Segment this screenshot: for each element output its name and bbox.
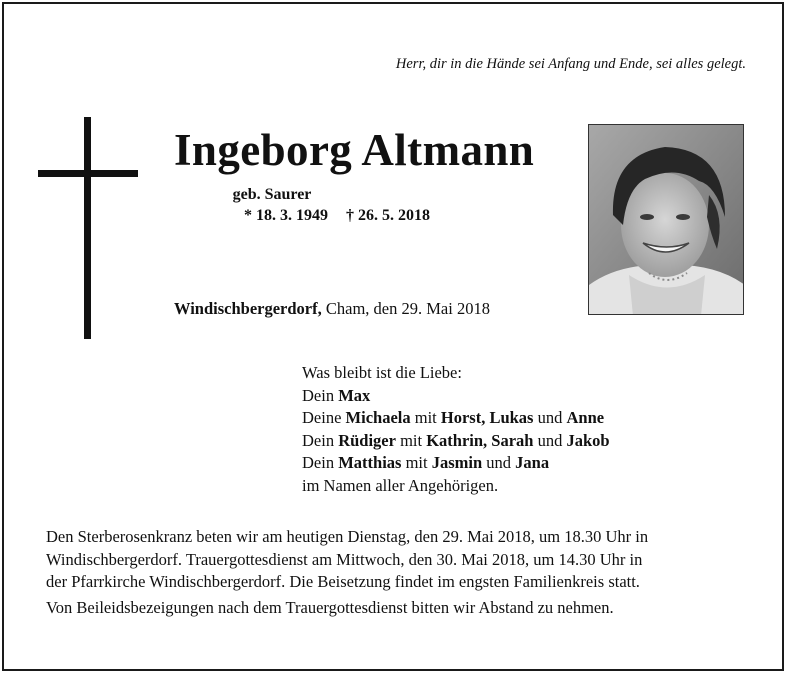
family-line-1 [302,385,610,408]
town-name: Windischbergerdorf, [174,299,322,318]
relative-name: Michaela [345,408,411,428]
text: Dein [302,453,339,473]
place-rest: Cham, den 29. Mai 2018 [321,299,490,318]
text: Deine [302,408,346,428]
relative-name: Horst, Lukas [440,408,534,428]
life-dates [244,207,430,225]
text: und [482,453,516,473]
relative-name: Rüdiger [338,430,396,450]
bible-verse: Herr, dir in die Hände sei Anfang und Ende, sei alles gelegt. [395,56,746,72]
notice-line-3: der Pfarrkirche Windischbergerdorf. Die Beisetzung findet im engsten Familienkreis statt. [46,572,640,592]
notice-line-2: Windischbergerdorf. Trauergottesdienst am Mittwoch, den 30. Mai 2018, um 14.30 Uhr in [46,549,643,569]
text: mit [401,453,432,473]
relative-name: Jakob [566,430,610,450]
cross-icon-bar [38,170,138,177]
family-line-3 [302,430,610,453]
family-line-4 [302,452,610,475]
birth-date: * 18. 3. 1949 [244,207,328,224]
notice-line-4: Von Beileidsbezeigungen nach dem Trauergottesdienst bitten wir Abstand zu nehmen. [46,597,614,617]
family-block [302,362,610,498]
text: und [533,408,567,428]
service-notice [46,526,756,619]
relative-name: Matthias [338,453,402,473]
text: und [533,430,567,450]
relative-name: Kathrin, Sarah [426,430,534,450]
family-line-2 [302,407,610,430]
text: Dein [302,430,339,450]
text: mit [395,430,427,450]
cross-icon [84,117,91,339]
family-intro: Was bleibt ist die Liebe: [302,363,462,382]
relative-name: Jana [515,453,550,473]
text: Dein [302,385,339,405]
portrait-image [589,125,744,315]
deceased-name: Ingeborg Altmann [174,125,535,175]
portrait-photo [588,124,744,315]
maiden-name: geb. Saurer [232,186,312,203]
text: mit [410,408,441,428]
place-date-line [174,299,490,319]
death-date: † 26. 5. 2018 [346,207,430,224]
notice-line-1: Den Sterberosenkranz beten wir am heutigen Dienstag, den 29. Mai 2018, um 18.30 Uhr in [46,527,649,546]
relative-name: Jasmin [431,453,483,473]
relative-name: Anne [566,408,605,428]
relative-name: Max [338,385,371,405]
family-closing: im Namen aller Angehörigen. [302,475,499,495]
